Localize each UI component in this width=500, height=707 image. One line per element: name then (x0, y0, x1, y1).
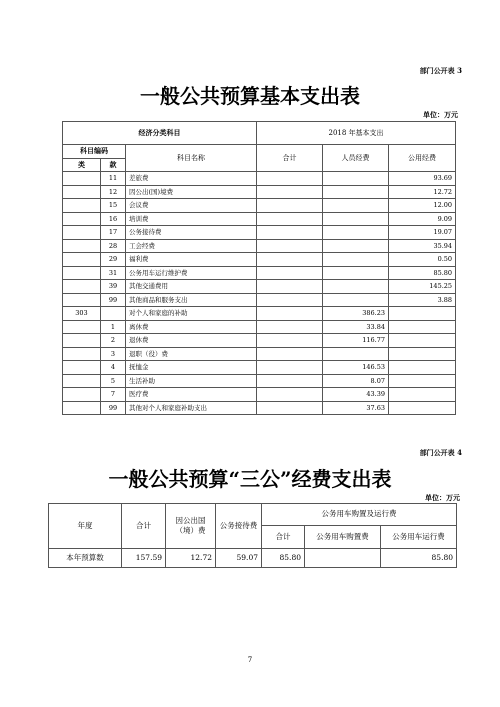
cell-total (257, 199, 323, 213)
cell-personnel (323, 253, 389, 267)
year-header: 年度 (49, 504, 122, 549)
cell-name: 离休费 (126, 320, 257, 334)
cell-kuan: 12 (101, 185, 126, 199)
cell-personnel (323, 280, 389, 294)
cell-kuan: 4 (101, 361, 126, 375)
table-row (63, 293, 456, 307)
public-header: 公用经费 (389, 145, 456, 172)
cell-total (257, 320, 323, 334)
table3-unit: 单位：万元 (423, 110, 458, 119)
cell-public: 12.00 (389, 199, 456, 213)
personnel-header: 人员经费 (323, 145, 389, 172)
cell-total (257, 388, 323, 402)
cell-kuan: 2 (101, 334, 126, 348)
cell-personnel (323, 185, 389, 199)
cell-kuan: 11 (101, 172, 126, 186)
cell-kuan: 17 (101, 226, 126, 240)
cell-lei (63, 374, 101, 388)
subject-name-header: 科目名称 (126, 145, 257, 172)
abroad-header: 因公出国（境）费 (166, 504, 216, 549)
cell-personnel (323, 239, 389, 253)
page-number: 7 (247, 656, 253, 664)
cell-public (389, 388, 456, 402)
table-row (63, 374, 456, 388)
cell-kuan (101, 307, 126, 321)
cell-name: 退休费 (126, 334, 257, 348)
econ-class-header: 经济分类科目 (63, 122, 257, 145)
cell-kuan: 3 (101, 347, 126, 361)
table-row (63, 226, 456, 240)
cell-name: 其他商品和服务支出 (126, 293, 257, 307)
cell-total (257, 226, 323, 240)
table3-title: 一般公共预算基本支出表 (140, 84, 360, 108)
cell-public (389, 361, 456, 375)
total-header: 合计 (257, 145, 323, 172)
cell-total (257, 361, 323, 375)
cell-lei (63, 239, 101, 253)
vehicle-total-header: 合计 (262, 525, 305, 548)
cell-total (257, 266, 323, 280)
table-row (63, 307, 456, 321)
cell-lei (63, 212, 101, 226)
table3-tag: 部门公开表 3 (419, 66, 462, 75)
row-total: 157.59 (122, 549, 166, 568)
row-year: 本年预算数 (49, 549, 122, 568)
table4-unit: 单位：万元 (425, 493, 460, 502)
cell-kuan: 31 (101, 266, 126, 280)
row-vehicle-total: 85.80 (262, 549, 305, 568)
table-row (63, 347, 456, 361)
table-row (63, 320, 456, 334)
cell-name: 退职（役）费 (126, 347, 257, 361)
cell-name: 生活补助 (126, 374, 257, 388)
vehicle-group-header: 公务用车购置及运行费 (262, 504, 457, 526)
year-basic-header: 2018 年基本支出 (257, 122, 456, 145)
cell-personnel (323, 199, 389, 213)
cell-personnel (323, 266, 389, 280)
three-public-expenditure-table (48, 503, 457, 568)
table-row (63, 212, 456, 226)
cell-name: 公务用车运行维护费 (126, 266, 257, 280)
cell-personnel: 8.07 (323, 374, 389, 388)
cell-name: 医疗费 (126, 388, 257, 402)
cell-public: 12.72 (389, 185, 456, 199)
cell-lei (63, 253, 101, 267)
row-reception: 59.07 (216, 549, 262, 568)
kuan-header: 款 (101, 158, 126, 172)
cell-personnel: 43.39 (323, 388, 389, 402)
vehicle-operation-header: 公务用车运行费 (381, 525, 457, 548)
cell-lei (63, 172, 101, 186)
cell-total (257, 347, 323, 361)
table-row (63, 185, 456, 199)
cell-total (257, 253, 323, 267)
cell-name: 工会经费 (126, 239, 257, 253)
table-row (63, 172, 456, 186)
cell-public: 9.09 (389, 212, 456, 226)
cell-public: 145.25 (389, 280, 456, 294)
cell-name: 福利费 (126, 253, 257, 267)
table-row (63, 334, 456, 348)
cell-lei (63, 293, 101, 307)
cell-lei (63, 226, 101, 240)
cell-total (257, 374, 323, 388)
cell-lei (63, 266, 101, 280)
cell-kuan: 5 (101, 374, 126, 388)
row-abroad: 12.72 (166, 549, 216, 568)
cell-public (389, 320, 456, 334)
cell-total (257, 401, 323, 415)
cell-kuan: 1 (101, 320, 126, 334)
cell-personnel (323, 172, 389, 186)
cell-lei (63, 199, 101, 213)
cell-lei (63, 334, 101, 348)
cell-personnel: 146.53 (323, 361, 389, 375)
cell-name: 抚恤金 (126, 361, 257, 375)
cell-public: 35.94 (389, 239, 456, 253)
cell-public (389, 401, 456, 415)
reception-header: 公务接待费 (216, 504, 262, 549)
cell-personnel: 33.84 (323, 320, 389, 334)
cell-personnel (323, 293, 389, 307)
cell-total (257, 280, 323, 294)
cell-personnel (323, 347, 389, 361)
cell-name: 差旅费 (126, 172, 257, 186)
cell-total (257, 185, 323, 199)
table-row (63, 266, 456, 280)
row-vehicle-purchase (305, 549, 381, 568)
vehicle-purchase-header: 公务用车购置费 (305, 525, 381, 548)
t4-total-header: 合计 (122, 504, 166, 549)
cell-total (257, 334, 323, 348)
subject-code-header: 科目编码 (63, 145, 126, 159)
cell-public: 0.50 (389, 253, 456, 267)
cell-name: 公务接待费 (126, 226, 257, 240)
cell-kuan: 29 (101, 253, 126, 267)
cell-name: 会议费 (126, 199, 257, 213)
cell-lei (63, 185, 101, 199)
lei-header: 类 (63, 158, 101, 172)
cell-total (257, 239, 323, 253)
cell-lei (63, 280, 101, 294)
table-row (63, 361, 456, 375)
cell-kuan: 15 (101, 199, 126, 213)
cell-personnel: 386.23 (323, 307, 389, 321)
cell-lei (63, 388, 101, 402)
cell-personnel (323, 212, 389, 226)
cell-name: 其他对个人和家庭补助支出 (126, 401, 257, 415)
cell-kuan: 39 (101, 280, 126, 294)
cell-total (257, 172, 323, 186)
cell-public: 85.80 (389, 266, 456, 280)
cell-public (389, 347, 456, 361)
cell-lei (63, 320, 101, 334)
row-vehicle-operation: 85.80 (381, 549, 457, 568)
cell-public (389, 374, 456, 388)
cell-lei (63, 347, 101, 361)
table-row (63, 199, 456, 213)
table-row (63, 401, 456, 415)
cell-name: 培训费 (126, 212, 257, 226)
table-row (63, 239, 456, 253)
cell-kuan: 99 (101, 293, 126, 307)
cell-kuan: 28 (101, 239, 126, 253)
cell-lei (63, 361, 101, 375)
cell-personnel: 116.77 (323, 334, 389, 348)
table-row (63, 388, 456, 402)
cell-public (389, 334, 456, 348)
cell-public (389, 307, 456, 321)
cell-public: 93.69 (389, 172, 456, 186)
cell-kuan: 7 (101, 388, 126, 402)
cell-total (257, 307, 323, 321)
cell-name: 对个人和家庭的补助 (126, 307, 257, 321)
table-row (63, 253, 456, 267)
table4-tag: 部门公开表 4 (419, 448, 462, 457)
cell-lei (63, 401, 101, 415)
table4-title: 一般公共预算“三公”经费支出表 (108, 467, 392, 491)
cell-personnel (323, 226, 389, 240)
cell-public: 19.07 (389, 226, 456, 240)
cell-kuan: 99 (101, 401, 126, 415)
basic-expenditure-table (62, 121, 456, 415)
cell-name: 因公出(国)境费 (126, 185, 257, 199)
table-row (63, 280, 456, 294)
cell-lei: 303 (63, 307, 101, 321)
cell-name: 其他交通费用 (126, 280, 257, 294)
cell-kuan: 16 (101, 212, 126, 226)
cell-total (257, 212, 323, 226)
cell-personnel: 37.63 (323, 401, 389, 415)
cell-total (257, 293, 323, 307)
cell-public: 3.88 (389, 293, 456, 307)
